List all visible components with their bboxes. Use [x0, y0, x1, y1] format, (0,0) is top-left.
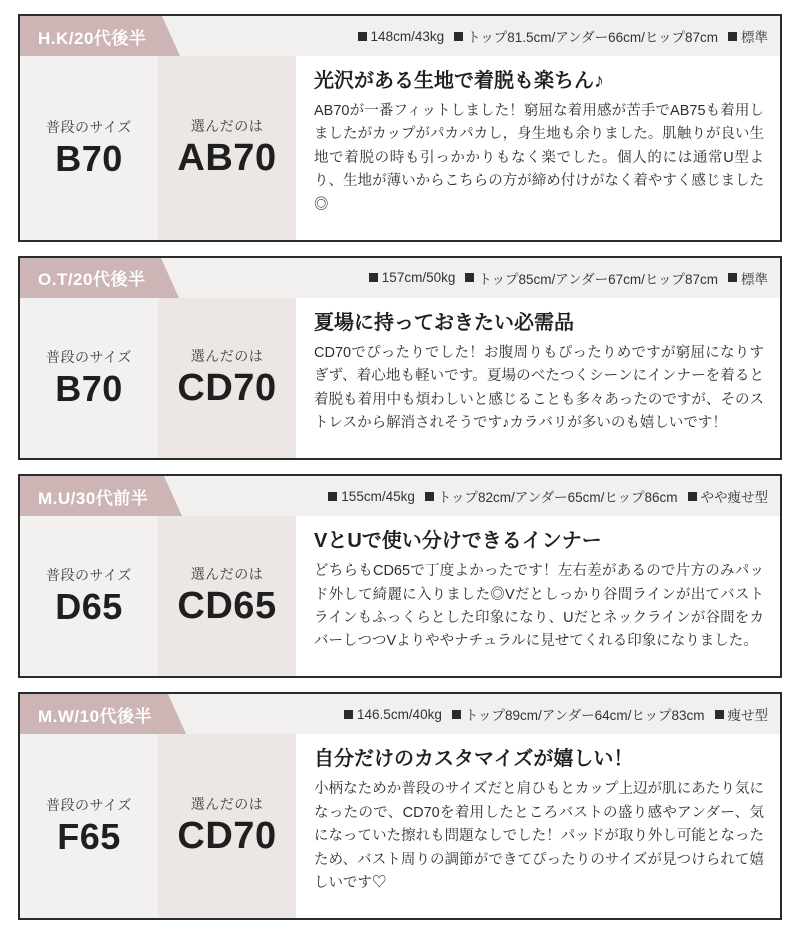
spec-text: トップ89cm/アンダー64cm/ヒップ83cm — [464, 708, 705, 724]
square-bullet-icon — [728, 273, 737, 282]
review-text — [296, 734, 780, 918]
review-text — [296, 516, 780, 676]
square-bullet-icon — [454, 32, 463, 41]
review-title: 夏場に持っておきたい必需品 — [314, 311, 574, 334]
size-panel — [20, 516, 296, 676]
review-card — [18, 474, 782, 678]
review-body — [20, 298, 780, 458]
usual-size-block — [20, 734, 158, 918]
reviewer-specs — [162, 16, 780, 56]
chosen-size-value: AB70 — [177, 136, 277, 179]
chosen-size-block — [158, 298, 296, 458]
reviewer-name: H.K/20代後半 — [20, 16, 162, 56]
reviewer-specs — [161, 258, 780, 298]
spec-item — [728, 26, 768, 46]
usual-size-value: D65 — [55, 586, 123, 628]
usual-size-label: 普段のサイズ — [46, 349, 132, 366]
spec-text: 155cm/45kg — [341, 488, 415, 504]
review-body — [20, 516, 780, 676]
review-comment: CD70でぴったりでした！お腹周りもぴったりめですが窮屈になりすぎず、着心地も軽いです。夏場のべたつくシーンにインナーを着ると着脱も着用中も煩わしいと感じることも多々あったのですが、そのストレスから解消されそうです♪カラバリが多いのも嬉しいです！ — [314, 344, 764, 432]
usual-size-block — [20, 56, 158, 240]
square-bullet-icon — [358, 32, 367, 41]
spec-text: 痩せ型 — [727, 708, 768, 724]
spec-text: 157cm/50kg — [381, 270, 456, 286]
review-header — [20, 16, 780, 56]
size-panel — [20, 56, 296, 240]
chosen-size-label: 選んだのは — [190, 117, 264, 134]
spec-item — [425, 486, 678, 506]
size-panel — [20, 734, 296, 918]
spec-item — [715, 704, 769, 724]
chosen-size-block — [158, 56, 296, 240]
spec-text: 148cm/43kg — [370, 28, 445, 44]
chosen-size-label: 選んだのは — [190, 347, 264, 364]
review-comment: 小柄なためか普段のサイズだと肩ひもとカップ上辺が肌にあたり気になったので、CD70を着用したところバストの盛り感やアンダー、気になっていた擦れも問題なしでした！パッドが取り外し可能となったため、バスト周りの調節ができてぴったりのサイズが見つけられて嬉しいです♡ — [314, 781, 764, 892]
chosen-size-value: CD70 — [177, 366, 277, 409]
review-title: 自分だけのカスタマイズが嬉しい！ — [314, 748, 634, 771]
chosen-size-value: CD70 — [177, 815, 277, 858]
chosen-size-label: 選んだのは — [190, 566, 264, 583]
spec-item — [688, 486, 769, 506]
spec-text: やや痩せ型 — [700, 490, 768, 506]
review-header — [20, 258, 780, 298]
spec-text: トップ81.5cm/アンダー66cm/ヒップ87cm — [467, 30, 718, 45]
spec-text: 標準 — [741, 30, 768, 45]
square-bullet-icon — [465, 273, 474, 282]
spec-text: トップ85cm/アンダー67cm/ヒップ87cm — [478, 271, 718, 287]
usual-size-label: 普段のサイズ — [46, 797, 132, 814]
review-text — [296, 56, 780, 240]
square-bullet-icon — [328, 492, 337, 501]
square-bullet-icon — [452, 710, 461, 719]
chosen-size-value: CD65 — [177, 585, 277, 628]
spec-item — [452, 704, 705, 724]
square-bullet-icon — [425, 492, 434, 501]
size-panel — [20, 298, 296, 458]
reviewer-name: M.W/10代後半 — [20, 694, 168, 734]
spec-item — [465, 268, 718, 288]
usual-size-block — [20, 298, 158, 458]
square-bullet-icon — [344, 710, 353, 719]
square-bullet-icon — [728, 32, 737, 41]
spec-item — [328, 489, 415, 504]
usual-size-value: B70 — [55, 138, 123, 180]
chosen-size-label: 選んだのは — [190, 796, 264, 813]
review-header — [20, 476, 780, 516]
spec-item — [358, 29, 445, 44]
usual-size-value: B70 — [55, 368, 123, 410]
spec-text: 146.5cm/40kg — [357, 706, 442, 722]
usual-size-label: 普段のサイズ — [46, 567, 132, 584]
spec-item — [369, 270, 456, 285]
square-bullet-icon — [715, 710, 724, 719]
chosen-size-block — [158, 516, 296, 676]
usual-size-value: F65 — [57, 816, 121, 858]
reviewer-specs — [168, 694, 780, 734]
usual-size-block — [20, 516, 158, 676]
review-card — [18, 256, 782, 460]
review-header — [20, 694, 780, 734]
square-bullet-icon — [688, 492, 697, 501]
review-comment: どちらもCD65で丁度よかったです！左右差があるので片方のみパッド外して綺麗に入りました◎Vだとしっかり谷間ラインが出てバストラインもふっくらとした印象になり、Uだとネックラインが谷間をカバーしつつVよりややナチュラルに見せてくれる印象になりました。 — [314, 563, 764, 650]
spec-text: トップ82cm/アンダー65cm/ヒップ86cm — [437, 490, 678, 506]
review-card — [18, 14, 782, 242]
reviewer-name: O.T/20代後半 — [20, 258, 161, 298]
review-text — [296, 298, 780, 458]
review-body — [20, 734, 780, 918]
chosen-size-block — [158, 734, 296, 918]
spec-item — [728, 268, 768, 288]
review-title: 光沢がある生地で着脱も楽ちん♪ — [314, 70, 604, 92]
review-body — [20, 56, 780, 240]
review-card — [18, 692, 782, 920]
reviewer-specs — [164, 476, 780, 516]
review-title: VとUで使い分けできるインナー — [314, 530, 602, 553]
usual-size-label: 普段のサイズ — [46, 119, 132, 136]
review-comment: AB70が一番フィットしました！窮屈な着用感が苦手でAB75も着用しましたがカップがパカパカし，身生地も余りました。肌触りが良い生地で着脱の時も引っかかりもなく楽でした。個人的には通常U型より、生地が薄いからこちらの方が締め付けがなく着やすく感じました◎ — [314, 103, 764, 213]
spec-text: 標準 — [741, 271, 768, 287]
spec-item — [454, 26, 718, 46]
spec-item — [344, 707, 442, 722]
square-bullet-icon — [369, 273, 378, 282]
reviewer-name: M.U/30代前半 — [20, 476, 164, 516]
